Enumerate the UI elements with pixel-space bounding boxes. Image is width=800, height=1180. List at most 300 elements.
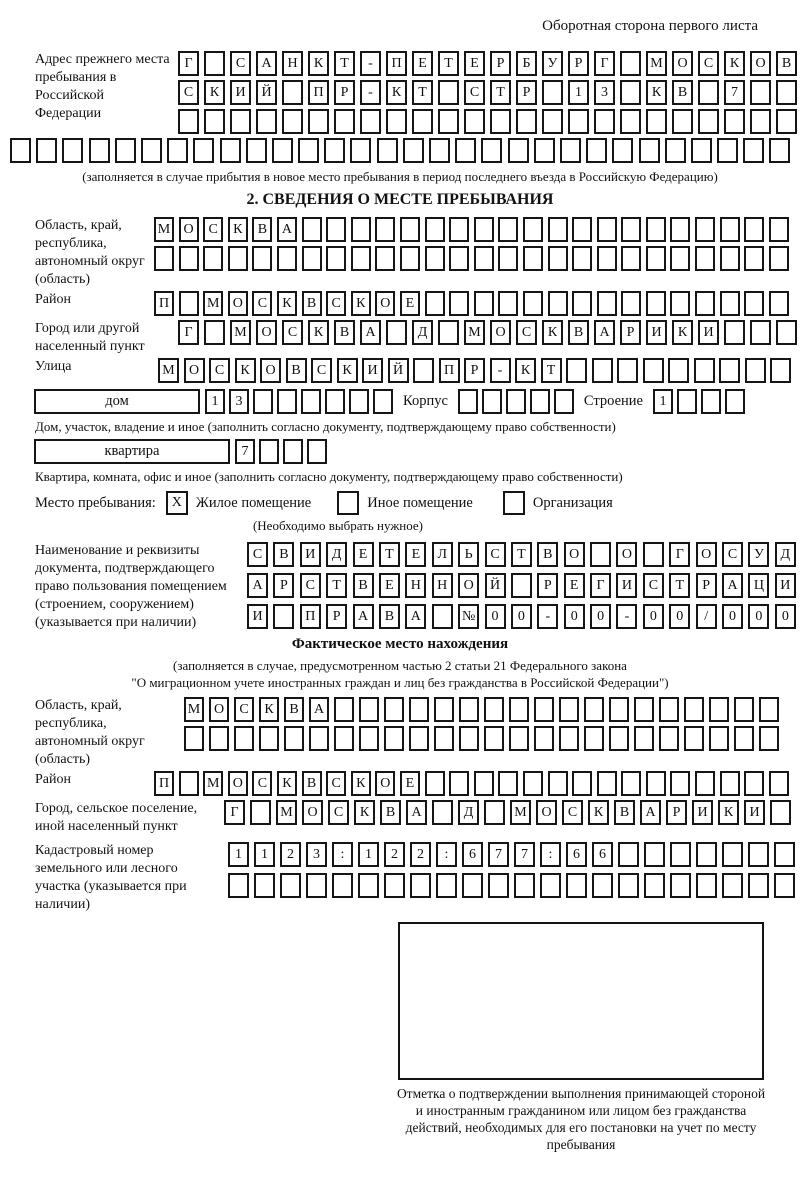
char-cell[interactable]: Г — [178, 51, 199, 76]
char-cell[interactable]: : — [436, 842, 457, 867]
char-cell[interactable] — [770, 358, 791, 383]
char-cell[interactable]: И — [646, 320, 667, 345]
checkbox-residential[interactable]: X — [166, 491, 188, 515]
char-cell[interactable] — [542, 109, 563, 134]
char-cell[interactable] — [384, 873, 405, 898]
char-cell[interactable]: И — [362, 358, 383, 383]
char-cell[interactable]: К — [718, 800, 739, 825]
char-cell[interactable]: Г — [594, 51, 615, 76]
char-cell[interactable]: 0 — [669, 604, 690, 629]
char-cell[interactable] — [10, 138, 31, 163]
char-cell[interactable]: Е — [400, 771, 420, 796]
char-cell[interactable]: Й — [388, 358, 409, 383]
char-cell[interactable] — [774, 873, 795, 898]
char-cell[interactable] — [659, 726, 679, 751]
char-cell[interactable] — [609, 726, 629, 751]
char-cell[interactable]: С — [252, 771, 272, 796]
char-cell[interactable]: Г — [590, 573, 611, 598]
char-cell[interactable] — [559, 726, 579, 751]
char-cell[interactable] — [154, 246, 174, 271]
char-cell[interactable]: К — [277, 291, 297, 316]
char-cell[interactable] — [474, 291, 494, 316]
char-cell[interactable] — [745, 358, 766, 383]
char-cell[interactable]: Б — [516, 51, 537, 76]
char-cell[interactable]: С — [722, 542, 743, 567]
char-cell[interactable] — [722, 842, 743, 867]
char-cell[interactable] — [646, 109, 667, 134]
char-cell[interactable] — [586, 138, 607, 163]
char-cell[interactable] — [694, 358, 715, 383]
char-cell[interactable] — [725, 389, 745, 414]
char-cell[interactable] — [695, 246, 715, 271]
char-cell[interactable] — [438, 320, 459, 345]
char-cell[interactable]: Е — [412, 51, 433, 76]
char-cell[interactable]: В — [286, 358, 307, 383]
char-cell[interactable]: А — [309, 697, 329, 722]
char-cell[interactable] — [358, 873, 379, 898]
char-cell[interactable] — [774, 842, 795, 867]
char-cell[interactable] — [484, 800, 505, 825]
char-cell[interactable]: Р — [516, 80, 537, 105]
char-cell[interactable] — [750, 109, 771, 134]
char-cell[interactable] — [621, 771, 641, 796]
char-cell[interactable]: 0 — [564, 604, 585, 629]
char-cell[interactable] — [639, 138, 660, 163]
char-cell[interactable]: С — [326, 291, 346, 316]
char-cell[interactable]: О — [490, 320, 511, 345]
char-cell[interactable] — [523, 217, 543, 242]
char-cell[interactable] — [434, 697, 454, 722]
char-cell[interactable]: В — [252, 217, 272, 242]
char-cell[interactable]: Р — [666, 800, 687, 825]
char-cell[interactable] — [284, 726, 304, 751]
char-cell[interactable] — [695, 291, 715, 316]
char-cell[interactable] — [490, 109, 511, 134]
char-cell[interactable] — [769, 217, 789, 242]
char-cell[interactable]: С — [282, 320, 303, 345]
char-cell[interactable]: А — [640, 800, 661, 825]
char-cell[interactable] — [298, 138, 319, 163]
char-cell[interactable]: - — [537, 604, 558, 629]
char-cell[interactable]: 1 — [653, 389, 673, 414]
char-cell[interactable] — [488, 873, 509, 898]
char-cell[interactable] — [572, 246, 592, 271]
char-cell[interactable] — [597, 291, 617, 316]
char-cell[interactable] — [534, 726, 554, 751]
char-cell[interactable]: 3 — [594, 80, 615, 105]
char-cell[interactable] — [498, 217, 518, 242]
char-cell[interactable] — [506, 389, 526, 414]
char-cell[interactable] — [234, 726, 254, 751]
char-cell[interactable] — [474, 771, 494, 796]
char-cell[interactable]: Т — [334, 51, 355, 76]
char-cell[interactable] — [634, 726, 654, 751]
char-cell[interactable]: 2 — [384, 842, 405, 867]
char-cell[interactable] — [509, 697, 529, 722]
char-cell[interactable] — [141, 138, 162, 163]
char-cell[interactable]: К — [515, 358, 536, 383]
char-cell[interactable] — [516, 109, 537, 134]
char-cell[interactable] — [62, 138, 83, 163]
char-cell[interactable] — [459, 697, 479, 722]
char-cell[interactable] — [462, 873, 483, 898]
char-cell[interactable] — [621, 246, 641, 271]
char-cell[interactable]: О — [750, 51, 771, 76]
char-cell[interactable]: И — [692, 800, 713, 825]
char-cell[interactable] — [684, 697, 704, 722]
char-cell[interactable]: М — [230, 320, 251, 345]
char-cell[interactable]: 0 — [748, 604, 769, 629]
char-cell[interactable] — [572, 217, 592, 242]
char-cell[interactable]: Т — [490, 80, 511, 105]
char-cell[interactable]: К — [646, 80, 667, 105]
char-cell[interactable]: 6 — [566, 842, 587, 867]
char-cell[interactable] — [677, 389, 697, 414]
char-cell[interactable] — [403, 138, 424, 163]
char-cell[interactable]: 6 — [592, 842, 613, 867]
char-cell[interactable] — [695, 217, 715, 242]
char-cell[interactable]: В — [614, 800, 635, 825]
char-cell[interactable] — [670, 771, 690, 796]
char-cell[interactable] — [734, 726, 754, 751]
char-cell[interactable] — [720, 291, 740, 316]
char-cell[interactable]: В — [284, 697, 304, 722]
char-cell[interactable]: С — [516, 320, 537, 345]
char-cell[interactable] — [696, 873, 717, 898]
char-cell[interactable] — [592, 873, 613, 898]
char-cell[interactable]: К — [204, 80, 225, 105]
char-cell[interactable]: Т — [511, 542, 532, 567]
char-cell[interactable]: Г — [178, 320, 199, 345]
char-cell[interactable]: / — [696, 604, 717, 629]
char-cell[interactable] — [534, 697, 554, 722]
char-cell[interactable]: А — [247, 573, 268, 598]
char-cell[interactable]: А — [722, 573, 743, 598]
char-cell[interactable]: С — [234, 697, 254, 722]
char-cell[interactable]: 0 — [722, 604, 743, 629]
char-cell[interactable] — [438, 80, 459, 105]
char-cell[interactable]: М — [154, 217, 174, 242]
char-cell[interactable]: П — [308, 80, 329, 105]
char-cell[interactable]: 1 — [254, 842, 275, 867]
char-cell[interactable] — [508, 138, 529, 163]
char-cell[interactable] — [179, 771, 199, 796]
char-cell[interactable]: В — [672, 80, 693, 105]
char-cell[interactable]: О — [260, 358, 281, 383]
char-cell[interactable]: Р — [620, 320, 641, 345]
char-cell[interactable] — [617, 358, 638, 383]
char-cell[interactable]: О — [536, 800, 557, 825]
char-cell[interactable]: Г — [224, 800, 245, 825]
char-cell[interactable]: - — [616, 604, 637, 629]
char-cell[interactable] — [115, 138, 136, 163]
char-cell[interactable] — [594, 109, 615, 134]
char-cell[interactable] — [301, 389, 321, 414]
char-cell[interactable] — [359, 697, 379, 722]
char-cell[interactable]: - — [360, 51, 381, 76]
char-cell[interactable] — [643, 542, 664, 567]
char-cell[interactable] — [748, 873, 769, 898]
char-cell[interactable]: И — [616, 573, 637, 598]
char-cell[interactable]: О — [696, 542, 717, 567]
char-cell[interactable] — [384, 697, 404, 722]
char-cell[interactable] — [769, 291, 789, 316]
char-cell[interactable] — [620, 80, 641, 105]
char-cell[interactable]: : — [332, 842, 353, 867]
char-cell[interactable]: Д — [412, 320, 433, 345]
char-cell[interactable]: В — [334, 320, 355, 345]
char-cell[interactable] — [256, 109, 277, 134]
char-cell[interactable] — [254, 873, 275, 898]
char-cell[interactable]: С — [209, 358, 230, 383]
char-cell[interactable]: В — [379, 604, 400, 629]
char-cell[interactable] — [250, 800, 271, 825]
char-cell[interactable] — [542, 80, 563, 105]
char-cell[interactable] — [744, 217, 764, 242]
char-cell[interactable]: Е — [405, 542, 426, 567]
char-cell[interactable]: 3 — [229, 389, 249, 414]
char-cell[interactable]: О — [184, 358, 205, 383]
char-cell[interactable]: О — [375, 771, 395, 796]
char-cell[interactable] — [670, 291, 690, 316]
char-cell[interactable] — [193, 138, 214, 163]
char-cell[interactable] — [523, 771, 543, 796]
char-cell[interactable] — [572, 771, 592, 796]
char-cell[interactable]: С — [562, 800, 583, 825]
char-cell[interactable] — [670, 873, 691, 898]
char-cell[interactable] — [282, 109, 303, 134]
char-cell[interactable] — [534, 138, 555, 163]
char-cell[interactable]: О — [616, 542, 637, 567]
char-cell[interactable] — [734, 697, 754, 722]
char-cell[interactable]: Е — [400, 291, 420, 316]
char-cell[interactable] — [659, 697, 679, 722]
char-cell[interactable]: В — [568, 320, 589, 345]
char-cell[interactable] — [455, 138, 476, 163]
char-cell[interactable]: М — [276, 800, 297, 825]
char-cell[interactable]: К — [588, 800, 609, 825]
char-cell[interactable]: 0 — [590, 604, 611, 629]
char-cell[interactable] — [748, 842, 769, 867]
char-cell[interactable]: Д — [326, 542, 347, 567]
char-cell[interactable]: А — [353, 604, 374, 629]
char-cell[interactable]: О — [228, 771, 248, 796]
char-cell[interactable]: № — [458, 604, 479, 629]
char-cell[interactable]: О — [302, 800, 323, 825]
char-cell[interactable]: 6 — [462, 842, 483, 867]
char-cell[interactable]: А — [405, 604, 426, 629]
char-cell[interactable]: К — [351, 771, 371, 796]
char-cell[interactable]: 1 — [205, 389, 225, 414]
char-cell[interactable] — [560, 138, 581, 163]
char-cell[interactable]: И — [247, 604, 268, 629]
char-cell[interactable] — [203, 246, 223, 271]
char-cell[interactable] — [220, 138, 241, 163]
char-cell[interactable]: С — [247, 542, 268, 567]
char-cell[interactable] — [334, 109, 355, 134]
char-cell[interactable] — [621, 291, 641, 316]
char-cell[interactable] — [597, 217, 617, 242]
char-cell[interactable]: П — [154, 771, 174, 796]
char-cell[interactable]: С — [698, 51, 719, 76]
char-cell[interactable]: Л — [432, 542, 453, 567]
char-cell[interactable] — [432, 800, 453, 825]
char-cell[interactable] — [36, 138, 57, 163]
char-cell[interactable] — [548, 771, 568, 796]
char-cell[interactable] — [548, 246, 568, 271]
char-cell[interactable] — [566, 873, 587, 898]
char-cell[interactable]: Т — [669, 573, 690, 598]
char-cell[interactable] — [769, 771, 789, 796]
char-cell[interactable]: 0 — [775, 604, 796, 629]
char-cell[interactable]: К — [386, 80, 407, 105]
char-cell[interactable] — [670, 217, 690, 242]
char-cell[interactable] — [458, 389, 478, 414]
char-cell[interactable]: М — [184, 697, 204, 722]
char-cell[interactable] — [350, 138, 371, 163]
char-cell[interactable]: К — [354, 800, 375, 825]
char-cell[interactable] — [670, 842, 691, 867]
char-cell[interactable]: 1 — [228, 842, 249, 867]
char-cell[interactable]: П — [300, 604, 321, 629]
char-cell[interactable] — [432, 604, 453, 629]
char-cell[interactable] — [597, 246, 617, 271]
char-cell[interactable] — [410, 873, 431, 898]
char-cell[interactable] — [484, 697, 504, 722]
char-cell[interactable] — [209, 726, 229, 751]
char-cell[interactable] — [204, 320, 225, 345]
char-cell[interactable] — [646, 217, 666, 242]
char-cell[interactable]: П — [386, 51, 407, 76]
char-cell[interactable]: Р — [464, 358, 485, 383]
char-cell[interactable] — [643, 358, 664, 383]
char-cell[interactable]: С — [300, 573, 321, 598]
char-cell[interactable]: Р — [537, 573, 558, 598]
char-cell[interactable]: В — [776, 51, 797, 76]
char-cell[interactable]: К — [235, 358, 256, 383]
char-cell[interactable] — [769, 246, 789, 271]
char-cell[interactable] — [425, 217, 445, 242]
char-cell[interactable]: Р — [696, 573, 717, 598]
char-cell[interactable]: Д — [775, 542, 796, 567]
char-cell[interactable] — [351, 246, 371, 271]
char-cell[interactable] — [283, 439, 303, 464]
char-cell[interactable] — [484, 726, 504, 751]
char-cell[interactable] — [425, 771, 445, 796]
char-cell[interactable]: У — [748, 542, 769, 567]
char-cell[interactable] — [326, 217, 346, 242]
char-cell[interactable]: Й — [256, 80, 277, 105]
char-cell[interactable]: Н — [432, 573, 453, 598]
char-cell[interactable] — [302, 246, 322, 271]
char-cell[interactable] — [523, 246, 543, 271]
char-cell[interactable]: 7 — [514, 842, 535, 867]
char-cell[interactable]: Й — [485, 573, 506, 598]
char-cell[interactable]: Т — [412, 80, 433, 105]
char-cell[interactable]: В — [273, 542, 294, 567]
char-cell[interactable]: С — [178, 80, 199, 105]
char-cell[interactable] — [568, 109, 589, 134]
char-cell[interactable]: 0 — [511, 604, 532, 629]
char-cell[interactable] — [609, 697, 629, 722]
char-cell[interactable] — [259, 726, 279, 751]
char-cell[interactable] — [400, 217, 420, 242]
char-cell[interactable] — [719, 358, 740, 383]
char-cell[interactable]: С — [485, 542, 506, 567]
char-cell[interactable]: К — [277, 771, 297, 796]
char-cell[interactable]: В — [302, 291, 322, 316]
char-cell[interactable]: 0 — [485, 604, 506, 629]
char-cell[interactable] — [386, 109, 407, 134]
char-cell[interactable] — [717, 138, 738, 163]
char-cell[interactable]: В — [353, 573, 374, 598]
char-cell[interactable]: Е — [379, 573, 400, 598]
char-cell[interactable]: Е — [464, 51, 485, 76]
char-cell[interactable] — [750, 320, 771, 345]
char-cell[interactable] — [769, 138, 790, 163]
char-cell[interactable] — [481, 138, 502, 163]
char-cell[interactable]: Т — [326, 573, 347, 598]
char-cell[interactable] — [668, 358, 689, 383]
char-cell[interactable] — [743, 138, 764, 163]
char-cell[interactable] — [334, 697, 354, 722]
char-cell[interactable]: С — [311, 358, 332, 383]
char-cell[interactable]: А — [406, 800, 427, 825]
char-cell[interactable] — [590, 542, 611, 567]
char-cell[interactable] — [413, 358, 434, 383]
char-cell[interactable] — [530, 389, 550, 414]
char-cell[interactable] — [273, 604, 294, 629]
char-cell[interactable]: А — [594, 320, 615, 345]
char-cell[interactable] — [252, 246, 272, 271]
char-cell[interactable]: 7 — [235, 439, 255, 464]
char-cell[interactable] — [464, 109, 485, 134]
char-cell[interactable] — [482, 389, 502, 414]
char-cell[interactable] — [646, 246, 666, 271]
char-cell[interactable] — [691, 138, 712, 163]
char-cell[interactable] — [618, 873, 639, 898]
char-cell[interactable]: Р — [334, 80, 355, 105]
char-cell[interactable] — [409, 726, 429, 751]
char-cell[interactable]: 1 — [358, 842, 379, 867]
char-cell[interactable] — [722, 873, 743, 898]
checkbox-other-premises[interactable] — [337, 491, 359, 515]
char-cell[interactable]: М — [203, 291, 223, 316]
char-cell[interactable] — [698, 80, 719, 105]
char-cell[interactable]: К — [542, 320, 563, 345]
char-cell[interactable]: Ь — [458, 542, 479, 567]
char-cell[interactable] — [511, 573, 532, 598]
char-cell[interactable] — [698, 109, 719, 134]
char-cell[interactable] — [434, 726, 454, 751]
char-cell[interactable] — [377, 138, 398, 163]
char-cell[interactable]: 7 — [488, 842, 509, 867]
char-cell[interactable] — [514, 873, 535, 898]
char-cell[interactable] — [449, 291, 469, 316]
char-cell[interactable] — [167, 138, 188, 163]
char-cell[interactable] — [720, 217, 740, 242]
char-cell[interactable] — [324, 138, 345, 163]
char-cell[interactable] — [584, 697, 604, 722]
char-cell[interactable] — [184, 726, 204, 751]
char-cell[interactable]: С — [326, 771, 346, 796]
char-cell[interactable] — [597, 771, 617, 796]
char-cell[interactable] — [179, 291, 199, 316]
char-cell[interactable]: С — [464, 80, 485, 105]
char-cell[interactable] — [449, 217, 469, 242]
char-cell[interactable]: И — [744, 800, 765, 825]
char-cell[interactable] — [744, 246, 764, 271]
